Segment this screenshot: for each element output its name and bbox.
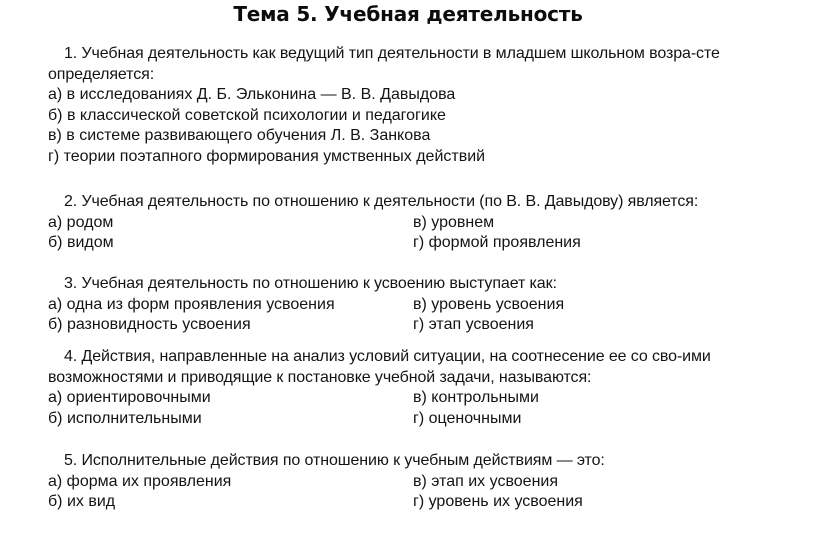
question-3-options <box>48 295 788 336</box>
question-1 <box>48 44 788 167</box>
question-4-option-v: в) контрольными <box>413 389 539 406</box>
question-1-option-g: г) теории поэтапного формирования умственных действий <box>48 147 486 165</box>
page-title: Тема 5. Учебная деятельность <box>233 2 583 26</box>
question-5-option-b: б) их вид <box>48 493 116 510</box>
question-1-stem: 1. Учебная деятельность как ведущий тип деятельности в младшем школьном возра-сте определяется: <box>48 45 720 83</box>
question-5-options <box>48 472 788 513</box>
question-4-option-g: г) оценочными <box>413 409 522 427</box>
question-1-option-a: а) в исследованиях Д. Б. Эльконина — В. В. Давыдова <box>48 86 456 103</box>
question-3-option-g: г) этап усвоения <box>413 316 534 333</box>
question-2 <box>48 192 788 254</box>
question-5-stem: 5. Исполнительные действия по отношению к учебным действиям — это: <box>64 452 605 469</box>
question-2-option-a: а) родом <box>48 213 114 231</box>
question-5 <box>48 451 788 513</box>
question-3 <box>48 274 788 336</box>
question-5-option-v: в) этап их усвоения <box>413 472 558 490</box>
question-2-option-g: г) формой проявления <box>413 234 581 251</box>
question-3-option-b: б) разновидность усвоения <box>48 316 251 333</box>
question-4-option-a: а) ориентировочными <box>48 389 211 406</box>
question-4 <box>48 347 788 429</box>
question-4-option-b: б) исполнительными <box>48 409 202 427</box>
question-3-stem: 3. Учебная деятельность по отношению к усвоению выступает как: <box>64 275 557 292</box>
question-3-option-a: а) одна из форм проявления усвоения <box>48 295 335 313</box>
question-1-options <box>48 85 788 167</box>
question-5-option-g: г) уровень их усвоения <box>413 493 583 510</box>
question-4-stem: 4. Действия, направленные на анализ условий ситуации, на соотнесение ее со сво-ими возможностями и приводящие к постановке учебной задачи, называются: <box>48 348 711 386</box>
question-2-stem: 2. Учебная деятельность по отношению к деятельности (по В. В. Давыдову) является: <box>64 193 699 210</box>
question-4-options <box>48 388 788 429</box>
question-3-option-v: в) уровень усвоения <box>413 295 565 313</box>
question-2-option-b: б) видом <box>48 234 114 251</box>
question-2-options <box>48 213 788 254</box>
question-2-option-v: в) уровнем <box>413 213 495 231</box>
question-1-option-v: в) в системе развивающего обучения Л. В. Занкова <box>48 127 431 144</box>
question-1-option-b: б) в классической советской психологии и педагогике <box>48 106 446 124</box>
question-5-option-a: а) форма их проявления <box>48 472 232 490</box>
